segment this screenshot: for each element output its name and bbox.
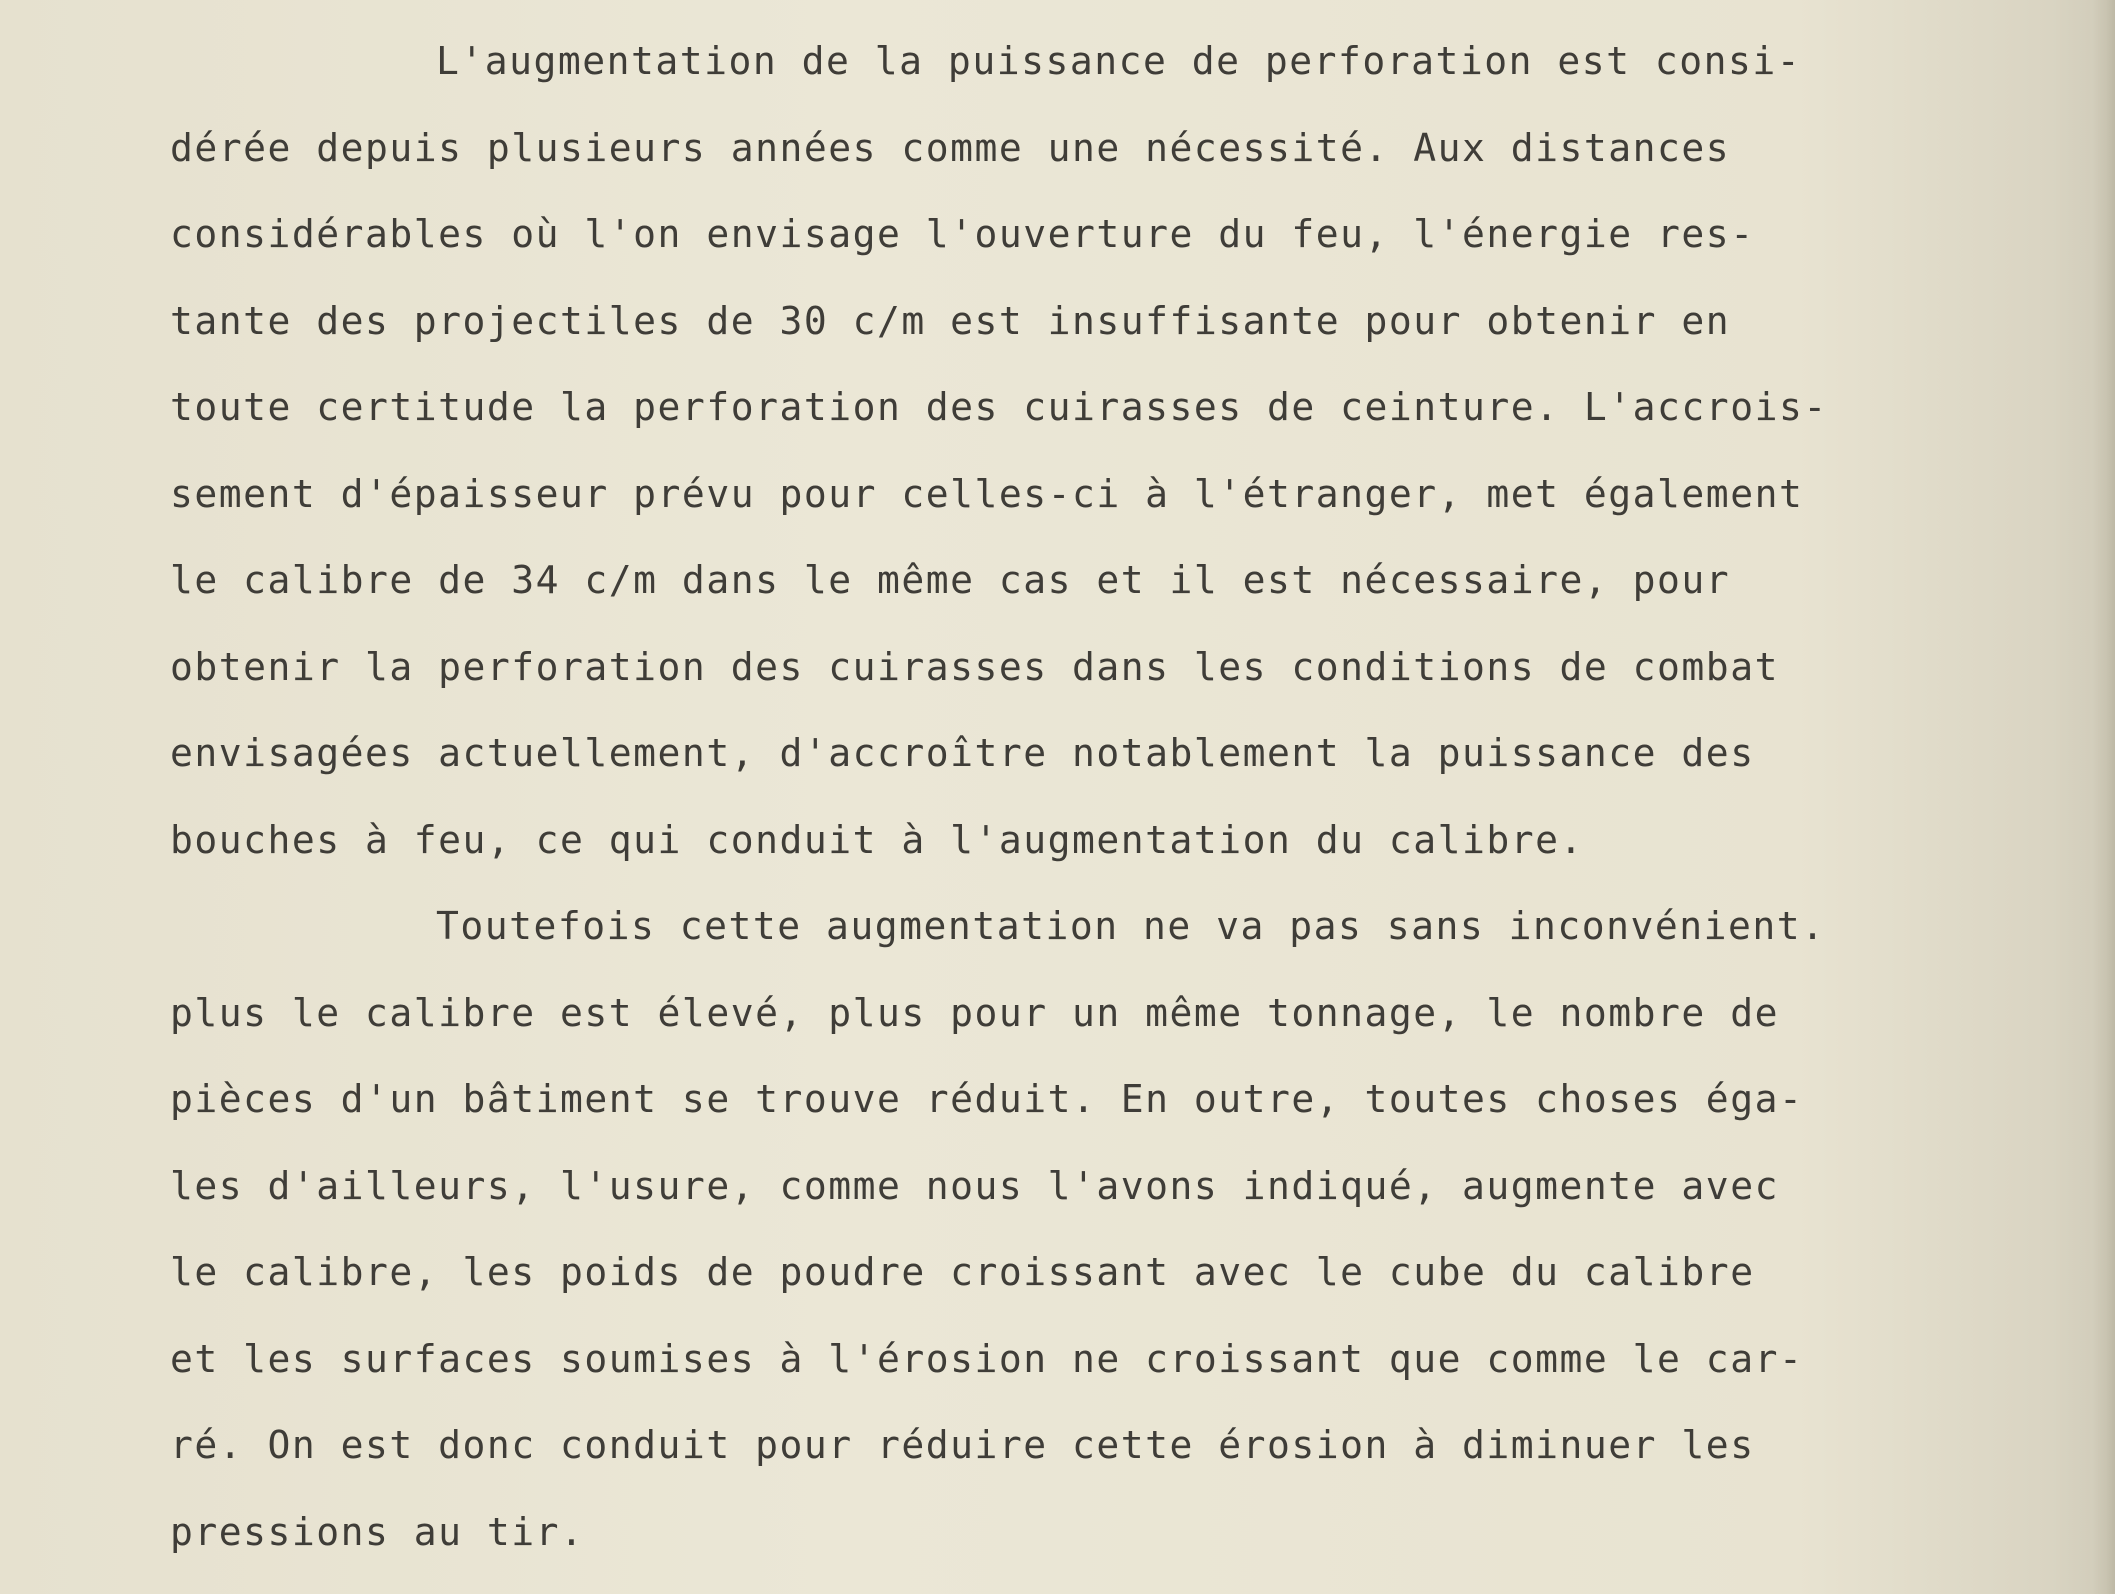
- text-line: plus le calibre est élevé, plus pour un même tonnage, le nombre de: [170, 990, 1779, 1035]
- text-line: obtenir la perforation des cuirasses dans les conditions de combat: [170, 644, 1779, 689]
- paragraph-1: [170, 30, 2000, 895]
- text-line: pièces d'un bâtiment se trouve réduit. En outre, toutes choses éga-: [170, 1077, 1804, 1121]
- text-line: dérée depuis plusieurs années comme une nécessité. Aux distances: [170, 125, 1731, 170]
- text-line: Toutefois cette augmentation ne va pas sans inconvénient.: [436, 904, 1826, 948]
- text-line: envisagées actuellement, d'accroître notablement la puissance des: [170, 731, 1755, 775]
- text-line: considérables où l'on envisage l'ouverture du feu, l'énergie res-: [170, 212, 1755, 256]
- text-line: les d'ailleurs, l'usure, comme nous l'avons indiqué, augmente avec: [170, 1163, 1779, 1208]
- text-line: tante des projectiles de 30 c/m est insuffisante pour obtenir en: [170, 298, 1731, 343]
- paragraph-2: [170, 895, 2000, 1587]
- text-line: le calibre de 34 c/m dans le même cas et il est nécessaire, pour: [170, 558, 1731, 602]
- text-line: et les surfaces soumises à l'érosion ne croissant que comme le car-: [170, 1336, 1804, 1381]
- text-line: bouches à feu, ce qui conduit à l'augmentation du calibre.: [170, 817, 1584, 862]
- document-body: [170, 30, 2000, 1587]
- text-line: ré. On est donc conduit pour réduire cette érosion à diminuer les: [170, 1423, 1755, 1467]
- text-line: L'augmentation de la puissance de perforation est consi-: [436, 39, 1802, 83]
- page-edge-shadow: [2093, 0, 2115, 1594]
- text-line: pressions au tir.: [170, 1509, 585, 1554]
- text-line: sement d'épaisseur prévu pour celles-ci à l'étranger, met également: [170, 471, 1804, 516]
- text-line: toute certitude la perforation des cuirasses de ceinture. L'accrois-: [170, 385, 1828, 429]
- text-line: le calibre, les poids de poudre croissant avec le cube du calibre: [170, 1250, 1755, 1294]
